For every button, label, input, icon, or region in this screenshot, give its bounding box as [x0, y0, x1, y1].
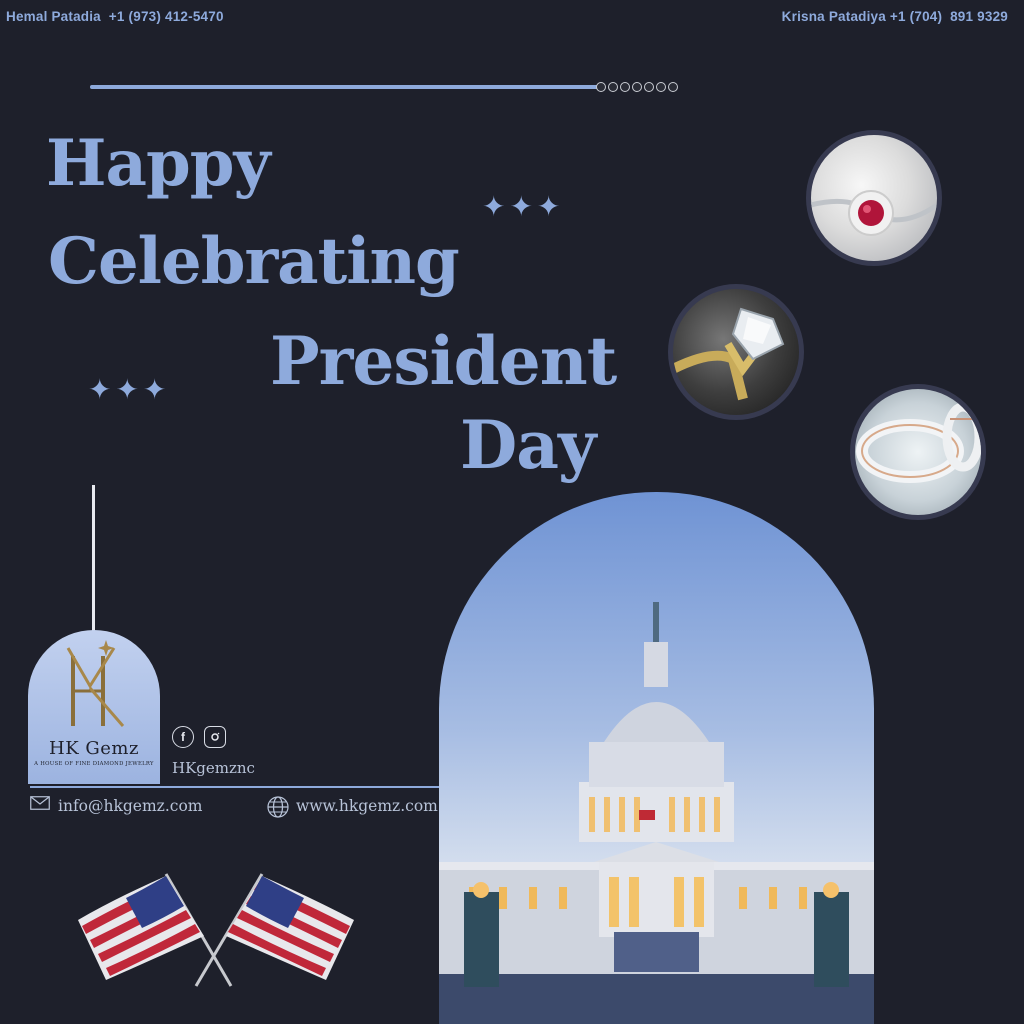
brand-logo-card: [28, 630, 160, 784]
brand-tagline: A HOUSE OF FINE DIAMOND JEWELRY: [34, 761, 154, 767]
brand-name: HK Gemz: [49, 738, 139, 759]
facebook-icon[interactable]: f: [172, 726, 194, 748]
website-link[interactable]: www.hkgemz.com: [296, 797, 438, 815]
globe-icon: [267, 796, 289, 818]
ruby-ring-photo: [806, 130, 942, 266]
contact-right: Krisna Patadiya +1 (704) 891 9329: [781, 9, 1008, 24]
social-handle[interactable]: HKgemznc: [172, 759, 255, 777]
wedding-bands-photo: [850, 384, 986, 520]
headline-happy: Happy: [46, 126, 270, 201]
email-link[interactable]: info@hkgemz.com: [58, 797, 203, 815]
contact-divider: [30, 786, 440, 788]
sparkle-icon: ✦✦✦: [88, 374, 171, 405]
headline-president: President: [270, 322, 617, 400]
headline-day: Day: [460, 406, 596, 484]
pendant-string: [92, 485, 95, 633]
email-icon: [30, 796, 50, 810]
bead-chain: [596, 82, 678, 92]
sparkle-icon: ✦✦✦: [482, 191, 565, 222]
hk-monogram-logo: [28, 636, 160, 736]
capitol-building-photo: [439, 492, 874, 1024]
gold-diamond-ring-photo: [668, 284, 804, 420]
top-divider: [90, 85, 600, 89]
contact-left: Hemal Patadia +1 (973) 412-5470: [6, 9, 224, 24]
instagram-icon[interactable]: [204, 726, 226, 748]
headline-celebrating: Celebrating: [48, 224, 459, 299]
crossed-us-flags: [76, 868, 356, 992]
